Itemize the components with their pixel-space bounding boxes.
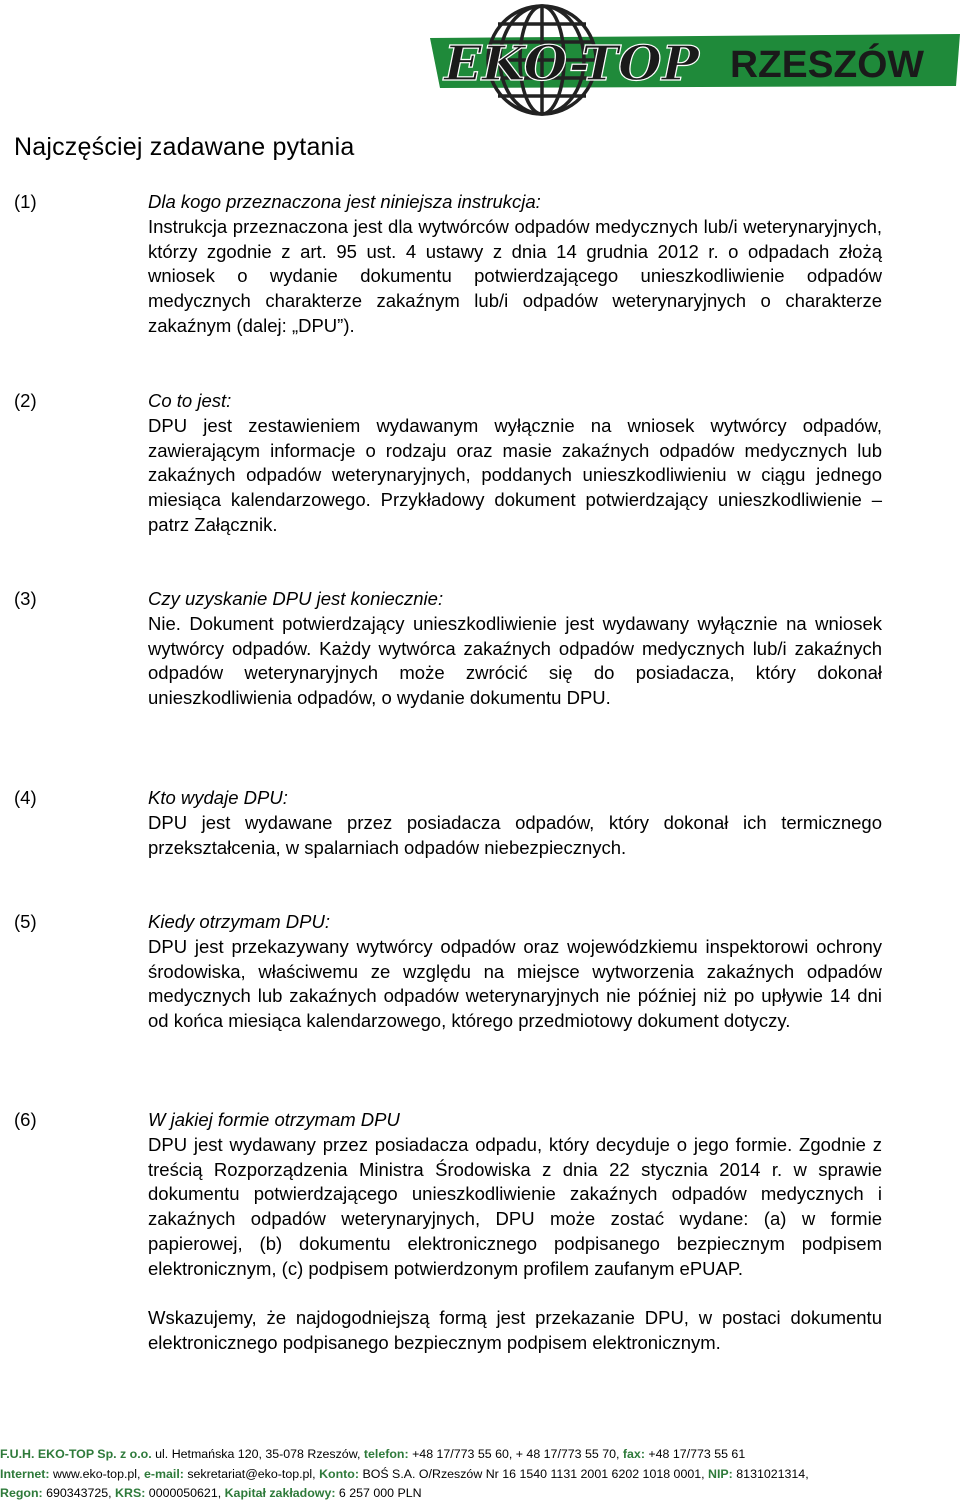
item-number: (1) (14, 191, 37, 212)
answer: DPU jest zestawieniem wydawanym wyłącznie na wniosek wytwórcy odpadów, zawierającym informacje o rodzaju oraz masie zakaźnych odpadów medycznych lub zakaźnych odpadów weterynaryjnych, poddanych unieszkodliwieniu w ciągu jednego miesiąca kalendarzowego. Przykładowy dokument potwierdzający unieszkodliwienie – patrz Załącznik. (148, 414, 882, 535)
footer (0, 1445, 960, 1504)
footer-phone: +48 17/773 55 60, + 48 17/773 55 70, (412, 1447, 620, 1461)
question: Co to jest: (148, 390, 232, 411)
item-number: (6) (14, 1109, 37, 1130)
company-logo (430, 2, 960, 120)
answer: Nie. Dokument potwierdzający unieszkodliwienie jest wydawany wyłącznie na wniosek wytwórcy odpadów. Każdy wytwórca zakaźnych odpadów medycznych lub/i zakaźnych odpadów weterynaryjnych może zwrócić się do posiadacza, który dokonał unieszkodliwienia odpadów, o wydanie dokumentu DPU. (148, 612, 882, 709)
question: Dla kogo przeznaczona jest niniejsza instrukcja: (148, 191, 541, 212)
footer-line-3 (0, 1484, 960, 1504)
footer-krs: 0000050621, (148, 1486, 222, 1500)
footer-regon: 690343725, (46, 1486, 112, 1500)
footer-phone-label: telefon: (363, 1447, 409, 1461)
footer-fax-label: fax: (622, 1447, 645, 1461)
question: W jakiej formie otrzymam DPU (148, 1109, 400, 1130)
footer-company: F.U.H. EKO-TOP Sp. z o.o. (0, 1447, 152, 1461)
footer-line-2 (0, 1465, 960, 1485)
question: Kto wydaje DPU: (148, 787, 288, 808)
answer: DPU jest wydawane przez posiadacza odpadów, który dokonał ich termicznego przekształcenia, w spalarniach odpadów niebezpiecznych. (148, 811, 882, 858)
footer-email-label: e-mail: (143, 1466, 184, 1481)
footer-account-label: Konto: (319, 1466, 359, 1481)
question: Czy uzyskanie DPU jest koniecznie: (148, 588, 444, 609)
footer-account: BOŚ S.A. O/Rzeszów Nr 16 1540 1131 2001 6202 1018 0001, (362, 1466, 705, 1481)
footer-nip: 8131021314, (736, 1466, 809, 1481)
answer: Instrukcja przeznaczona jest dla wytwórców odpadów medycznych lub/i weterynaryjnych, którzy zgodnie z art. 95 ust. 4 ustawy z dnia 14 grudnia 2012 r. o odpadach złożą wniosek o wydanie dokumentu potwierdzającego unieszkodliwienie odpadów medycznych charakterze zakaźnym lub/i odpadów weterynaryjnych o charakterze zakaźnym (dalej: „DPU”). (148, 215, 882, 336)
item-number: (5) (14, 911, 37, 932)
footer-line-1 (0, 1445, 960, 1465)
footer-nip-label: NIP: (708, 1466, 733, 1481)
footer-address-prefix: ul. (155, 1447, 169, 1461)
footer-website-link[interactable]: www.eko-top.pl, (53, 1466, 141, 1481)
footer-internet-label: Internet: (0, 1466, 50, 1481)
footer-capital: 6 257 000 PLN (338, 1486, 422, 1500)
footer-regon-label: Regon: (0, 1486, 43, 1500)
footer-krs-label: KRS: (115, 1486, 146, 1500)
item-number: (2) (14, 390, 37, 411)
logo-text-city: RZESZÓW (730, 44, 920, 86)
question: Kiedy otrzymam DPU: (148, 911, 330, 932)
item-number: (4) (14, 787, 37, 808)
footer-fax: +48 17/773 55 61 (648, 1447, 746, 1461)
answer: DPU jest przekazywany wytwórcy odpadów oraz wojewódzkiemu inspektorowi ochrony środowiska, właściwemu ze względu na miejsce wytworzenia zakaźnych odpadów medycznych lub zakaźnych odpadów weterynaryjnych nie później niż po upływie 14 dni od końca miesiąca kalendarzowego, którego przedmiotowy dokument dotyczy. (148, 935, 882, 1032)
answer-extra: Wskazujemy, że najdogodniejszą formą jest przekazanie DPU, w postaci dokumentu elektronicznego podpisanego bezpiecznym podpisem elektronicznym. (148, 1307, 882, 1354)
footer-address: Hetmańska 120, 35-078 Rzeszów, (171, 1447, 361, 1461)
footer-capital-label: Kapitał zakładowy: (224, 1486, 336, 1500)
item-number: (3) (14, 588, 37, 609)
page-title: Najczęściej zadawane pytania (14, 133, 355, 161)
answer: DPU jest wydawany przez posiadacza odpadu, który decyduje o jego formie. Zgodnie z treścią Rozporządzenia Ministra Środowiska z dnia 22 stycznia 2014 r. w sprawie dokumentu potwierdzającego unieszkodliwienie zakaźnych odpadów medycznych i zakaźnych odpadów weterynaryjnych, DPU może zostać wydane: (a) w formie papierowej, (b) dokumentu elektronicznego podpisanego bezpiecznym podpisem elektronicznym, (c) podpisem potwierdzonym profilem zaufanym ePUAP. (148, 1133, 882, 1279)
footer-email-link[interactable]: sekretariat@eko-top.pl, (187, 1466, 316, 1481)
logo-text-eko: EKO-TOP (441, 36, 701, 92)
